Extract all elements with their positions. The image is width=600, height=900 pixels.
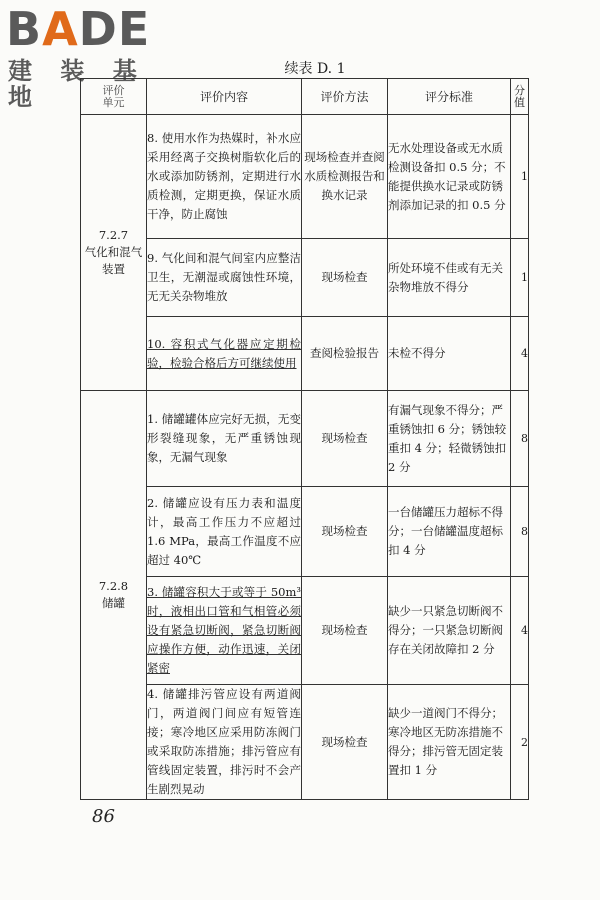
table-row <box>81 239 529 317</box>
content-cell: 3. 储罐容积大于或等于 50m³ 时，液相出口管和气相管必须设有紧急切断阀，紧急切断阀应操作方便，动作迅速，关闭紧密 <box>147 577 302 685</box>
header-score <box>511 79 529 115</box>
score-cell: 1 <box>511 115 529 239</box>
standard-cell: 一台储罐压力超标不得分；一台储罐温度超标扣 4 分 <box>388 487 511 577</box>
table-row <box>81 317 529 391</box>
standard-cell: 无水处理设备或无水质检测设备扣 0.5 分；不能提供换水记录或防锈剂添加记录的扣 0.5 分 <box>388 115 511 239</box>
score-cell: 8 <box>511 391 529 487</box>
standard-cell: 所处环境不佳或有无关杂物堆放不得分 <box>388 239 511 317</box>
unit-code: 7.2.7 <box>98 228 129 242</box>
table-title: 续表 D. 1 <box>284 61 346 77</box>
unit-cell-727 <box>81 115 147 391</box>
method-cell: 现场检查 <box>302 685 388 800</box>
table-row <box>81 115 529 239</box>
header-content: 评价内容 <box>147 79 302 115</box>
standard-cell: 缺少一道阀门不得分；寒冷地区无防冻措施不得分；排污管无固定装置扣 1 分 <box>388 685 511 800</box>
evaluation-table <box>80 78 529 800</box>
page-number: 86 <box>92 806 115 827</box>
content-cell: 10. 容积式气化器应定期检验，检验合格后方可继续使用 <box>147 317 302 391</box>
score-cell: 4 <box>511 577 529 685</box>
method-cell: 现场检查 <box>302 239 388 317</box>
content-cell: 1. 储罐罐体应完好无损，无变形裂缝现象，无严重锈蚀现象，无漏气现象 <box>147 391 302 487</box>
header-unit-line2: 单元 <box>102 95 125 109</box>
score-cell: 1 <box>511 239 529 317</box>
content-cell: 2. 储罐应设有压力表和温度计，最高工作压力不应超过 1.6 MPa，最高工作温度不应超过 40℃ <box>147 487 302 577</box>
header-unit <box>81 79 147 115</box>
header-row <box>81 79 529 115</box>
content-cell: 8. 使用水作为热媒时，补水应采用经离子交换树脂软化后的水或添加防锈剂，定期进行水质检测，定期更换，保证水质干净，防止腐蚀 <box>147 115 302 239</box>
table-row <box>81 391 529 487</box>
score-cell: 4 <box>511 317 529 391</box>
header-method: 评价方法 <box>302 79 388 115</box>
header-standard: 评分标准 <box>388 79 511 115</box>
score-cell: 8 <box>511 487 529 577</box>
standard-cell: 有漏气现象不得分；严重锈蚀扣 6 分；锈蚀较重扣 4 分；轻微锈蚀扣 2 分 <box>388 391 511 487</box>
logo-brand: BADE <box>6 2 151 56</box>
score-cell: 2 <box>511 685 529 800</box>
method-cell: 查阅检验报告 <box>302 317 388 391</box>
method-cell: 现场检查 <box>302 577 388 685</box>
unit-name: 储罐 <box>102 596 125 610</box>
method-cell: 现场检查并查阅水质检测报告和换水记录 <box>302 115 388 239</box>
unit-cell-728 <box>81 391 147 800</box>
header-unit-line1: 评价 <box>102 83 125 97</box>
table-row <box>81 685 529 800</box>
header-score-text: 分值 <box>514 83 525 109</box>
method-cell: 现场检查 <box>302 391 388 487</box>
content-cell: 4. 储罐排污管应设有两道阀门，两道阀门间应有短管连接；寒冷地区应采用防冻阀门或采取防冻措施；排污管应有管线固定装置，排污时不会产生剧烈晃动 <box>147 685 302 800</box>
logo-accent: A <box>42 2 79 56</box>
method-cell: 现场检查 <box>302 487 388 577</box>
unit-code: 7.2.8 <box>98 579 129 593</box>
unit-name: 气化和混气装置 <box>84 245 143 276</box>
logo-subtitle: 建 装 基 地 <box>8 57 147 111</box>
table-row <box>81 487 529 577</box>
content-cell: 9. 气化间和混气间室内应整洁卫生，无潮湿或腐蚀性环境，无无关杂物堆放 <box>147 239 302 317</box>
table-row <box>81 577 529 685</box>
standard-cell: 缺少一只紧急切断阀不得分；一只紧急切断阀存在关闭故障扣 2 分 <box>388 577 511 685</box>
standard-cell: 未检不得分 <box>388 317 511 391</box>
